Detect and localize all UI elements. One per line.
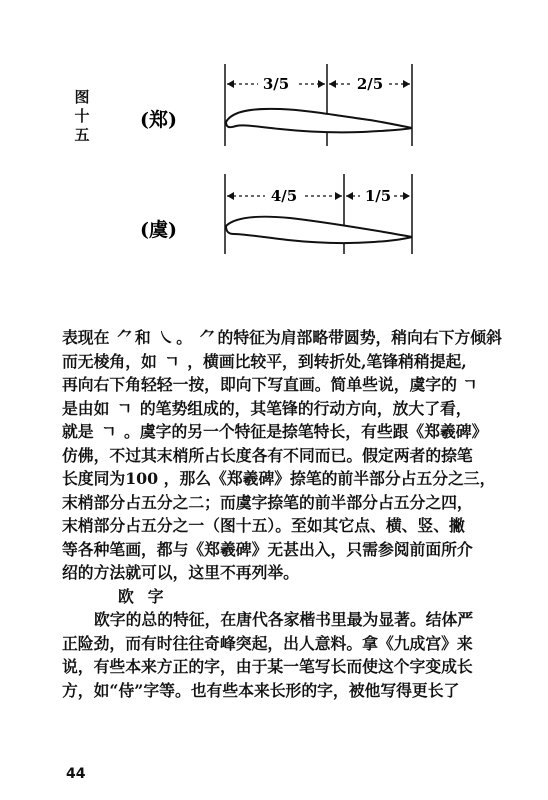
na-stroke-outline	[226, 109, 412, 133]
text-line: 正险劲，而有时往往奇峰突起，出人意料。拿《九成宫》来	[62, 633, 473, 653]
text-line: 就是 ㄱ 。虞字的另一个特征是捺笔特长，有些跟《郑羲碑》	[62, 420, 522, 444]
arrowhead	[227, 192, 234, 200]
text-line: 长度同为100 ，那么《郑羲碑》捺笔的前半部分占五分之三，	[62, 469, 496, 488]
arrowhead	[403, 192, 410, 200]
fraction-label-left: 3/5	[262, 75, 290, 93]
text-line: 是由如 ㄱ 的笔势组成的，其笔锋的行动方向，放大了看，	[62, 397, 522, 421]
arrowhead	[227, 80, 234, 88]
arrowhead	[318, 80, 325, 88]
text-line: 等各种笔画，都与《郑羲碑》无甚出入，只需参阅前面所介	[62, 539, 473, 559]
text-line: 而无棱角，如 ㄱ ，横画比较平，到转折处,笔锋稍稍提起,	[62, 350, 522, 374]
body-text	[62, 326, 522, 702]
text-line: 末梢部分占五分之二；而虞字捺笔的前半部分占五分之四，	[62, 492, 473, 512]
text-line: 仿佛，不过其末梢所占长度各有不同而已。假定两者的捺笔	[62, 445, 473, 465]
fraction-label-right: 2/5	[356, 75, 384, 93]
stroke-glyph: ㄱ	[101, 422, 117, 441]
page-number: 44	[66, 766, 86, 782]
figure-label-char: 图	[74, 88, 90, 106]
stroke-glyph: ㄱ	[164, 351, 180, 371]
arrowhead	[346, 192, 353, 200]
diagram-row-yu	[140, 174, 412, 254]
text-line: 末梢部分占五分之一（图十五）。至如其它点、横、竖、撇	[62, 516, 465, 535]
text-line: 说，有些本来方正的字，由于某一笔写长而使这个字变成长	[62, 657, 473, 676]
arrowhead	[335, 192, 342, 200]
stroke-proportion-diagram	[140, 56, 420, 256]
text-line: 绍的方法就可以，这里不再列举。	[62, 563, 299, 582]
fraction-label-left: 4/5	[270, 187, 298, 205]
stroke-glyph: ⺈	[116, 328, 133, 347]
text-line: 再向右下角轻轻一按，即向下写直画。简单些说，虞字的 ㄱ	[62, 375, 478, 394]
stroke-glyph: ㇏	[158, 328, 175, 347]
stroke-glyph: ⺈	[199, 328, 216, 347]
diagram-row-zheng	[140, 64, 412, 146]
figure-label-char: 五	[74, 126, 90, 144]
row-char-label: (郑)	[140, 109, 177, 131]
arrowhead	[403, 80, 410, 88]
fraction-label-right: 1/5	[364, 187, 392, 205]
section-heading: 欧字	[118, 586, 178, 606]
text-line: 欧字的总的特征，在唐代各家楷书里最为显著。结体严	[94, 610, 474, 629]
na-stroke-outline	[226, 217, 412, 243]
arrowhead	[329, 80, 336, 88]
figure-label	[72, 88, 92, 145]
stroke-glyph: ㄱ	[116, 398, 133, 418]
text-line: 表现在 ⺈ 和 ㇏ 。 ⺈ 的特征为肩部略带圆势，稍向右下方倾斜	[62, 326, 522, 350]
figure-label-char: 十	[74, 107, 90, 125]
text-line: 方，如“侍”字等。也有些本来长形的字，被他写得更长了	[62, 680, 460, 700]
row-char-label: (虞)	[140, 219, 177, 241]
